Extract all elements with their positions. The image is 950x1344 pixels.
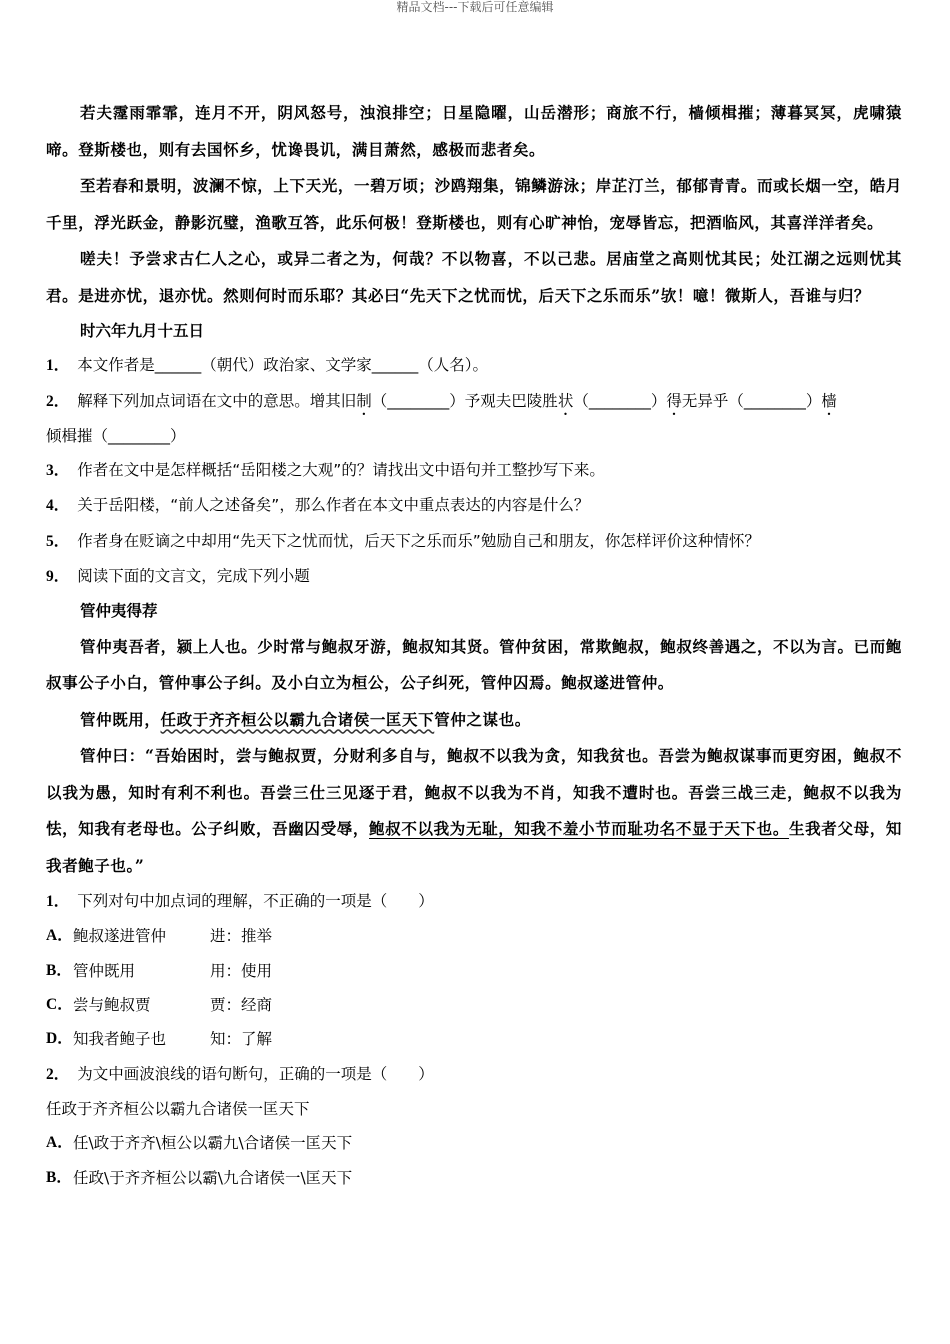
section-9-heading <box>46 559 902 594</box>
paragraph-text: 管仲曰：“吾始困时，尝与鲍叔贾，分财利多自与，鲍叔不以我为贪，知我贫也。吾尝为鲍叔谋事而更穷困，鲍叔不以我为愚，知时有利不利也。吾尝三仕三见逐于君，鲍叔不以我为不肖，知我不遭时也。吾尝三战三走，鲍叔不以我为怯，知我有老母也。公子纠败，吾幽囚受辱， <box>46 746 902 839</box>
question-text: 下列对句中加点词的理解，不正确的一项是（ ） <box>77 892 434 911</box>
question-text: 本文作者是______（朝代）政治家、文学家______（人名）。 <box>77 356 489 375</box>
question-text: 解释下列加点词语在文中的意思。增其旧 <box>77 391 357 410</box>
passage-title: 管仲夷得荐 <box>80 601 158 621</box>
option-word: 管仲既用 <box>73 961 136 980</box>
question-text: 关于岳阳楼，“前人之述备矣”，那么作者在本文中重点表达的内容是什么？ <box>77 496 590 515</box>
option-label: A． <box>46 927 73 945</box>
document-body <box>46 95 902 1195</box>
dotted-word: 制 <box>356 391 372 410</box>
option-c <box>46 988 902 1022</box>
question-4 <box>46 488 902 523</box>
option-text: 任\政于齐齐\桓公以霸九\合诸侯一匡天下 <box>73 1134 353 1153</box>
option-meaning: 进：推举 <box>210 927 273 946</box>
paragraph-text: 管仲既用， <box>80 709 161 729</box>
paragraph-text: 生我者父母，知我者鲍子也。” <box>46 819 902 875</box>
question-3 <box>46 453 902 488</box>
option-word: 尝与鲍叔贾 <box>73 996 151 1015</box>
question-text: （________） <box>573 391 667 410</box>
question-text: 倾楫摧（________） <box>46 426 186 445</box>
underlined-sentence: 鲍叔不以我为无耻，知我不羞小节而耻功名不显于天下也。 <box>369 819 789 839</box>
option-meaning: 用：使用 <box>210 961 273 980</box>
question-number: 9． <box>46 568 70 586</box>
question-text: 作者在文中是怎样概括“岳阳楼之大观”的？请找出文中语句并工整抄写下来。 <box>77 461 605 480</box>
option-label: C． <box>46 996 73 1014</box>
question-text: 为文中画波浪线的语句断句，正确的一项是（ ） <box>77 1064 434 1083</box>
sub-question-1 <box>46 884 902 919</box>
option-meaning: 知：了解 <box>210 1030 273 1049</box>
paragraph-text: 管仲之谋也。 <box>434 709 531 729</box>
question-number: 3． <box>46 462 70 480</box>
dotted-word: 樯 <box>821 391 837 410</box>
dotted-word: 状 <box>557 391 574 410</box>
option-word: 鲍叔遂进管仲 <box>73 927 167 946</box>
dotted-word: 得 <box>666 391 682 410</box>
option-a <box>46 1126 902 1160</box>
sub-question-2-sentence: 任政于齐齐桓公以霸九合诸侯一匡天下 <box>46 1099 310 1118</box>
option-label: A． <box>46 1134 73 1152</box>
question-number: 5． <box>46 532 70 550</box>
question-5 <box>46 524 902 559</box>
option-word: 知我者鲍子也 <box>73 1030 167 1049</box>
question-1 <box>46 348 902 383</box>
option-label: B． <box>46 961 72 979</box>
question-number: 1． <box>46 893 70 911</box>
section-9-paragraph-1: 管仲夷吾者，颍上人也。少时常与鲍叔牙游，鲍叔知其贤。管仲贫困，常欺鲍叔，鲍叔终善遇之，不以为言。已而鲍叔事公子小白，管仲事公子纠。及小白立为桓公，公子纠死，管仲囚焉。鲍叔遂进管仲。 <box>46 636 902 693</box>
sub-question-2 <box>46 1057 902 1092</box>
passage-paragraph-2: 至若春和景明，波澜不惊，上下天光，一碧万顷；沙鸥翔集，锦鳞游泳；岸芷汀兰，郁郁青青。而或长烟一空，皓月千里，浮光跃金，静影沉璧，渔歌互答，此乐何极！登斯楼也，则有心旷神怡，宠辱皆忘，把酒临风，其喜洋洋者矣。 <box>46 176 902 232</box>
option-label: D． <box>46 1030 73 1048</box>
option-meaning: 贾：经商 <box>210 996 273 1015</box>
wavy-underlined-sentence: 任政于齐齐桓公以霸九合诸侯一匡天下 <box>160 709 435 729</box>
option-d <box>46 1022 902 1056</box>
option-text: 任政\于齐齐桓公以霸\九合诸侯一\匡天下 <box>73 1168 353 1187</box>
section-9-paragraph-3 <box>46 738 902 884</box>
section-title: 阅读下面的文言文，完成下列小题 <box>77 567 310 586</box>
passage-paragraph-3: 嗟夫！予尝求古仁人之心，或异二者之为，何哉？不以物喜，不以己悲。居庙堂之高则忧其民；处江湖之远则忧其君。是进亦忧，退亦忧。然则何时而乐耶？其必曰“先天下之忧而忧，后天下之乐而乐”欤！噫！微斯人，吾谁与归？ <box>46 249 902 305</box>
option-a <box>46 919 902 953</box>
question-text: 作者身在贬谪之中却用“先天下之忧而忧，后天下之乐而乐”勉励自己和朋友，你怎样评价这种情怀？ <box>77 531 760 550</box>
option-b <box>46 1161 902 1195</box>
passage-date: 时六年九月十五日 <box>80 321 205 340</box>
question-text: （________）予观夫巴陵胜 <box>371 391 558 410</box>
option-label: B． <box>46 1168 72 1186</box>
question-number: 4． <box>46 497 70 515</box>
question-number: 2． <box>46 1065 70 1083</box>
section-9-paragraph-2 <box>46 702 902 739</box>
option-b <box>46 954 902 988</box>
question-text: 无异乎（________） <box>681 391 822 410</box>
question-number: 2． <box>46 392 70 410</box>
passage-paragraph-1: 若夫霪雨霏霏，连月不开，阴风怒号，浊浪排空；日星隐曜，山岳潜形；商旅不行，樯倾楫摧；薄暮冥冥，虎啸猿啼。登斯楼也，则有去国怀乡，忧谗畏讥，满目萧然，感极而悲者矣。 <box>46 103 902 159</box>
question-2 <box>46 384 902 454</box>
question-number: 1． <box>46 357 70 375</box>
page-header: 精品文档---下载后可任意编辑 <box>396 0 554 14</box>
